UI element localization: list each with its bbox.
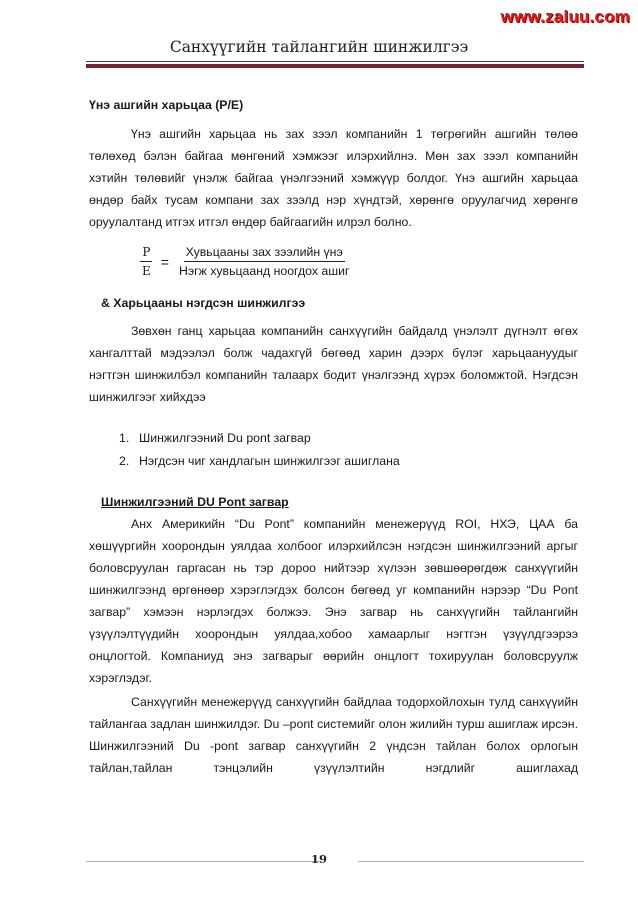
page-header-title: Санхүүгийн тайлангийн шинжилгээ xyxy=(169,38,469,56)
formula-rhs-denominator: Нэгж хувьцаанд ноогдох ашиг xyxy=(178,264,350,278)
pe-formula xyxy=(140,244,351,279)
header-rule-thin xyxy=(86,61,584,62)
combined-paragraph: Зөвхөн ганц харьцаа компанийн санхүүгийн байдалд үнэлэлт дүгнэлт өгөх хангалттай мэдээлэл болж чадахгүй бөгөөд харин дээрх бүлэг харьцаануудыг нэгтгэн шинжилбэл компанийн талаарх бодит үнэлгээнд хүрэх боломжтой. Нэгдсэн шинжилгээг хийхдээ xyxy=(89,324,578,404)
page-number: 19 xyxy=(310,852,327,866)
list-item xyxy=(119,427,311,449)
list-item xyxy=(119,450,400,472)
header-rule-thick xyxy=(86,64,584,68)
list-item-number: 2. xyxy=(119,454,130,468)
dupont-heading: Шинжилгээний DU Pont загвар xyxy=(101,495,289,509)
formula-rhs-numerator: Хувьцааны зах зээлийн үнэ xyxy=(184,244,345,262)
formula-lhs-numerator: P xyxy=(140,244,152,262)
footer-rule-right xyxy=(358,861,584,862)
formula-rhs xyxy=(177,244,352,279)
formula-equals: = xyxy=(160,253,169,270)
dupont-paragraph-1: Анх Америкийн “Du Pont” компанийн менежерүүд ROI, НХЭ, ЦАА ба хөшүүргийн хоорондын уялдаа холбоог илэрхийлсэн нэгдсэн шинжилгээний аргыг боловсруулан гаргасан нь тэр дороо нийтээр хүлээн зөвшөөрөгдөж санхүүгийн шинжилгээнд өргөнөөр хэрэглэгдэх болсон бөгөөд уг компанийн нэрээр “Du Pont загвар” хэмээн нэрлэгдэх болжээ. Энэ загвар нь санхүүгийн тайлангийн үзүүлэлтүүдийн хоорондын уялдаа,хобоо хамаарлыг нэгтгэн үзүүлдгээрээ онцлогтой. Компаниуд энэ загварыг өөрийн онцлогт тохируулан боловсруулж хэрэглэдэг. xyxy=(89,517,578,685)
dupont-paragraph-2: Санхүүгийн менежерүүд санхүүгийн байдлаа тодорхойлохын тулд санхүүийн тайлангаа задлан шинжилдэг. Du –pont системийг олон жилийн турш ашиглаж ирсэн. Шинжилгээний Du -pont загвар санхүүгийн 2 үндсэн тайлан болох орлогын тайлан,тайлан тэнцэлийн үзүүлэлтийн нэгдлийг ашиглахад xyxy=(89,695,578,775)
formula-lhs xyxy=(140,244,153,279)
list-item-text: Нэгдсэн чиг хандлагын шинжилгээг ашиглана xyxy=(139,454,400,468)
pe-paragraph: Үнэ ашгийн харьцаа нь зах зээл компанийн 1 төгрөгийн ашгийн төлөө төлөхөд бэлэн байгаа мөнгөний хэмжээг илэрхийлнэ. Мөн зах зээл компанийн хэтийн төлөвийг үнэлж байгаа үнэлгээний хэмжүүр болдог. Үнэ ашгийн харьцаа өндөр байх тусам компани зах зээлд нэр хүндтэй, хөрөнгө оруулагчид хөрөнгө оруулалтанд итгэх итгэл өндөр байгаагийн илрэл болно. xyxy=(89,127,578,229)
watermark: www.zaluu.com xyxy=(500,7,630,26)
pe-heading: Үнэ ашгийн харьцаа (P/E) xyxy=(89,98,244,112)
list-item-number: 1. xyxy=(119,431,130,445)
formula-lhs-denominator: E xyxy=(142,264,151,278)
combined-heading: & Харьцааны нэгдсэн шинжилгээ xyxy=(101,296,306,310)
list-item-text: Шинжилгээний Du pont загвар xyxy=(139,431,311,445)
